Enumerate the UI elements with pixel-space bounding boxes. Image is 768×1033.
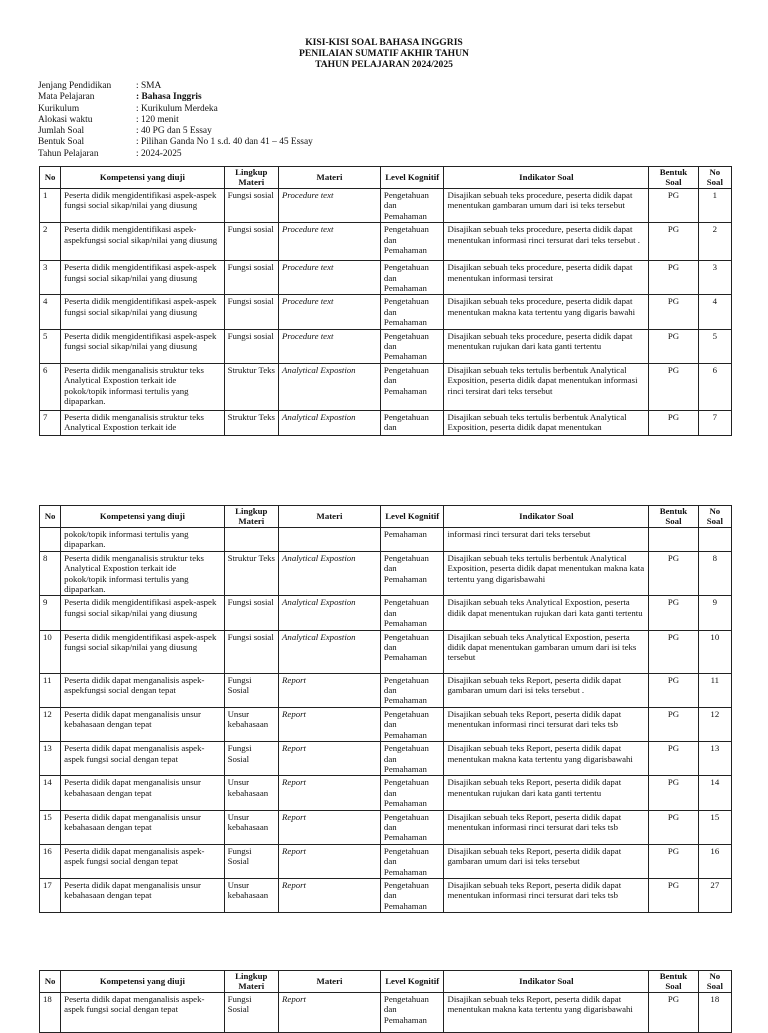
cell-level: Pengetahuan dan Pemahaman bbox=[380, 189, 444, 223]
column-header-bentuk: Bentuk Soal bbox=[649, 506, 698, 528]
cell-kompetensi: Peserta didik dapat menganalisis unsur kebahasaan dengan tepat bbox=[61, 776, 224, 810]
column-header-bentuk: Bentuk Soal bbox=[649, 167, 698, 189]
column-header-lingkup: Lingkup Materi bbox=[224, 971, 278, 993]
cell-no-soal: 13 bbox=[698, 742, 731, 776]
info-value: : Kurikulum Merdeka bbox=[136, 103, 218, 114]
cell-bentuk: PG bbox=[649, 673, 698, 707]
cell-indikator: Disajikan sebuah teks Report, peserta didik dapat menentukan rujukan dari kata ganti tertentu bbox=[444, 776, 649, 810]
column-header-nosoal: No Soal bbox=[698, 167, 731, 189]
column-header-bentuk: Bentuk Soal bbox=[649, 971, 698, 993]
cell-level: Pengetahuan dan Pemahaman bbox=[380, 776, 444, 810]
info-label: Bentuk Soal bbox=[38, 137, 85, 148]
cell-kompetensi: Peserta didik menganalisis struktur teks Analytical Expostion terkait ide bbox=[61, 410, 224, 435]
cell-no-soal: 11 bbox=[698, 673, 731, 707]
table-row bbox=[40, 596, 732, 630]
cell-materi: Report bbox=[279, 776, 381, 810]
cell-lingkup: Struktur Teks bbox=[224, 363, 278, 410]
cell-bentuk: PG bbox=[649, 810, 698, 844]
cell-kompetensi: Peserta didik menganalisis struktur teks Analytical Expostion terkait ide pokok/topik informasi tertulis yang dipaparkan. bbox=[61, 363, 224, 410]
cell-no bbox=[40, 528, 61, 552]
cell-bentuk: PG bbox=[649, 776, 698, 810]
cell-bentuk: PG bbox=[649, 596, 698, 630]
cell-bentuk: PG bbox=[649, 878, 698, 912]
table-row bbox=[40, 528, 732, 552]
cell-no: 17 bbox=[40, 878, 61, 912]
cell-kompetensi: pokok/topik informasi tertulis yang dipaparkan. bbox=[61, 528, 224, 552]
cell-no: 5 bbox=[40, 329, 61, 363]
info-value: : 120 menit bbox=[136, 114, 179, 125]
cell-indikator: Disajikan sebuah teks Report, peserta didik dapat menentukan informasi rinci tersurat dari teks tsb bbox=[444, 707, 649, 741]
cell-bentuk: PG bbox=[649, 223, 698, 261]
cell-lingkup: Fungsi sosial bbox=[224, 295, 278, 329]
cell-level: Pemahaman bbox=[380, 528, 444, 552]
column-header-level: Level Kognitif bbox=[380, 506, 444, 528]
cell-no-soal bbox=[698, 528, 731, 552]
cell-kompetensi: Peserta didik menganalisis struktur teks Analytical Expostion terkait ide pokok/topik informasi tertulis yang dipaparkan. bbox=[61, 551, 224, 596]
cell-kompetensi: Peserta didik dapat menganalisis unsur kebahasaan dengan tepat bbox=[61, 878, 224, 912]
cell-no: 14 bbox=[40, 776, 61, 810]
cell-kompetensi: Peserta didik mengidentifikasi aspek-aspek fungsi social sikap/nilai yang diusung bbox=[61, 261, 224, 295]
cell-bentuk: PG bbox=[649, 329, 698, 363]
title-line-2: PENILAIAN SUMATIF AKHIR TAHUN bbox=[299, 48, 469, 60]
info-label: Tahun Pelajaran bbox=[38, 148, 99, 159]
cell-no: 15 bbox=[40, 810, 61, 844]
column-header-level: Level Kognitif bbox=[380, 971, 444, 993]
cell-level: Pengetahuan dan Pemahaman bbox=[380, 295, 444, 329]
table-row bbox=[40, 742, 732, 776]
info-label: Alokasi waktu bbox=[38, 114, 93, 125]
column-header-indikator: Indikator Soal bbox=[444, 971, 649, 993]
cell-no: 6 bbox=[40, 363, 61, 410]
cell-no-soal: 3 bbox=[698, 261, 731, 295]
cell-bentuk: PG bbox=[649, 707, 698, 741]
cell-materi: Procedure text bbox=[279, 261, 381, 295]
cell-kompetensi: Peserta didik dapat menganalisis aspek-aspek fungsi social dengan tepat bbox=[61, 742, 224, 776]
info-label: Jenjang Pendidikan bbox=[38, 81, 112, 91]
column-header-indikator: Indikator Soal bbox=[444, 167, 649, 189]
cell-no-soal: 16 bbox=[698, 844, 731, 878]
table-row bbox=[40, 673, 732, 707]
cell-no-soal: 2 bbox=[698, 223, 731, 261]
cell-indikator: Disajikan sebuah teks tertulis berbentuk Analytical Exposition, peserta didik dapat menentukan makna kata tertentu yang digarisbawahi bbox=[444, 551, 649, 596]
cell-no-soal: 8 bbox=[698, 551, 731, 596]
column-header-indikator: Indikator Soal bbox=[444, 506, 649, 528]
info-row bbox=[38, 149, 313, 160]
table-row bbox=[40, 329, 732, 363]
cell-indikator: Disajikan sebuah teks Analytical Expostion, peserta didik dapat menentukan gambaran umum dari isi teks tersebut bbox=[444, 630, 649, 673]
document-info bbox=[38, 81, 313, 160]
cell-level: Pengetahuan dan bbox=[380, 410, 444, 435]
column-header-materi: Materi bbox=[279, 167, 381, 189]
cell-bentuk: PG bbox=[649, 630, 698, 673]
info-label: Mata Pelajaran bbox=[38, 92, 95, 103]
cell-bentuk: PG bbox=[649, 295, 698, 329]
cell-no: 8 bbox=[40, 551, 61, 596]
cell-no: 4 bbox=[40, 295, 61, 329]
cell-level: Pengetahuan dan Pemahaman bbox=[380, 844, 444, 878]
cell-materi: Procedure text bbox=[279, 295, 381, 329]
cell-level: Pengetahuan dan Pemahaman bbox=[380, 261, 444, 295]
cell-bentuk bbox=[649, 528, 698, 552]
title-line-3: TAHUN PELAJARAN 2024/2025 bbox=[315, 59, 453, 71]
cell-indikator: Disajikan sebuah teks Report, peserta didik dapat menentukan informasi rinci tersurat dari teks tsb bbox=[444, 810, 649, 844]
table-row bbox=[40, 261, 732, 295]
info-value: : 2024-2025 bbox=[136, 148, 182, 159]
info-value: : Bahasa Inggris bbox=[136, 92, 202, 103]
cell-no-soal: 15 bbox=[698, 810, 731, 844]
cell-no-soal: 10 bbox=[698, 630, 731, 673]
cell-materi: Analytical Expostion bbox=[279, 363, 381, 410]
info-row bbox=[38, 137, 313, 148]
cell-no-soal: 18 bbox=[698, 993, 731, 1033]
cell-indikator: Disajikan sebuah teks Report, peserta didik dapat menentukan makna kata tertentu yang digarisbawahi bbox=[444, 742, 649, 776]
document-title bbox=[0, 37, 768, 71]
cell-lingkup: Fungsi Sosial bbox=[224, 844, 278, 878]
table-row bbox=[40, 844, 732, 878]
cell-kompetensi: Peserta didik mengidentifikasi aspek-aspek fungsi social sikap/nilai yang diusung bbox=[61, 329, 224, 363]
cell-lingkup: Fungsi Sosial bbox=[224, 742, 278, 776]
column-header-no: No bbox=[40, 971, 61, 993]
cell-level: Pengetahuan dan Pemahaman bbox=[380, 630, 444, 673]
cell-level: Pengetahuan dan Pemahaman bbox=[380, 810, 444, 844]
column-header-nosoal: No Soal bbox=[698, 506, 731, 528]
cell-level: Pengetahuan dan Pemahaman bbox=[380, 596, 444, 630]
info-value: : Pilihan Ganda No 1 s.d. 40 dan 41 – 45 Essay bbox=[136, 137, 313, 148]
info-row bbox=[38, 115, 313, 126]
cell-kompetensi: Peserta didik mengidentifikasi aspek-aspek fungsi social sikap/nilai yang diusung bbox=[61, 295, 224, 329]
cell-indikator: Disajikan sebuah teks Analytical Expostion, peserta didik dapat menentukan rujukan dari kata ganti tertentu bbox=[444, 596, 649, 630]
table-row bbox=[40, 878, 732, 912]
cell-materi: Report bbox=[279, 993, 381, 1033]
info-row bbox=[38, 126, 313, 137]
cell-kompetensi: Peserta didik dapat menganalisis aspek-aspek fungsi social dengan tepat bbox=[61, 844, 224, 878]
cell-no-soal: 9 bbox=[698, 596, 731, 630]
cell-indikator: Disajikan sebuah teks procedure, peserta didik dapat menentukan rujukan dari kata ganti tertentu bbox=[444, 329, 649, 363]
cell-lingkup: Struktur Teks bbox=[224, 410, 278, 435]
cell-materi bbox=[279, 528, 381, 552]
cell-level: Pengetahuan dan Pemahaman bbox=[380, 707, 444, 741]
cell-no: 10 bbox=[40, 630, 61, 673]
cell-no: 9 bbox=[40, 596, 61, 630]
cell-no-soal: 27 bbox=[698, 878, 731, 912]
cell-lingkup: Unsur kebahasaan bbox=[224, 810, 278, 844]
cell-level: Pengetahuan dan Pemahaman bbox=[380, 551, 444, 596]
cell-materi: Report bbox=[279, 878, 381, 912]
cell-materi: Analytical Expostion bbox=[279, 551, 381, 596]
column-header-nosoal: No Soal bbox=[698, 971, 731, 993]
cell-level: Pengetahuan dan Pemahaman bbox=[380, 329, 444, 363]
cell-indikator: Disajikan sebuah teks tertulis berbentuk Analytical Exposition, peserta didik dapat menentukan informasi rinci tersirat dari teks tersebut bbox=[444, 363, 649, 410]
cell-no: 18 bbox=[40, 993, 61, 1033]
cell-no-soal: 6 bbox=[698, 363, 731, 410]
cell-indikator: Disajikan sebuah teks Report, peserta didik dapat menentukan informasi rinci tersurat dari teks tsb bbox=[444, 878, 649, 912]
cell-lingkup: Fungsi sosial bbox=[224, 329, 278, 363]
column-header-kompetensi: Kompetensi yang diuji bbox=[61, 971, 224, 993]
cell-no: 3 bbox=[40, 261, 61, 295]
cell-no-soal: 1 bbox=[698, 189, 731, 223]
cell-kompetensi: Peserta didik mengidentifikasi aspek-aspekfungsi social sikap/nilai yang diusung bbox=[61, 223, 224, 261]
cell-materi: Analytical Expostion bbox=[279, 410, 381, 435]
table-row bbox=[40, 993, 732, 1033]
cell-kompetensi: Peserta didik dapat menganalisis unsur kebahasaan dengan tepat bbox=[61, 707, 224, 741]
table-row bbox=[40, 189, 732, 223]
info-value: : SMA bbox=[136, 81, 162, 91]
table-row bbox=[40, 363, 732, 410]
info-label: Jumlah Soal bbox=[38, 126, 85, 137]
cell-kompetensi: Peserta didik mengidentifikasi aspek-aspek fungsi social sikap/nilai yang diusung bbox=[61, 630, 224, 673]
cell-lingkup: Fungsi Sosial bbox=[224, 673, 278, 707]
cell-lingkup bbox=[224, 528, 278, 552]
cell-indikator: informasi rinci tersurat dari teks tersebut bbox=[444, 528, 649, 552]
cell-level: Pengetahuan dan Pemahaman bbox=[380, 742, 444, 776]
table-row bbox=[40, 810, 732, 844]
info-value: : 40 PG dan 5 Essay bbox=[136, 126, 212, 137]
cell-indikator: Disajikan sebuah teks Report, peserta didik dapat gambaran umum dari isi teks tersebut bbox=[444, 844, 649, 878]
cell-bentuk: PG bbox=[649, 410, 698, 435]
cell-indikator: Disajikan sebuah teks procedure, peserta didik dapat menentukan gambaran umum dari isi teks tersebut bbox=[444, 189, 649, 223]
cell-no-soal: 4 bbox=[698, 295, 731, 329]
cell-indikator: Disajikan sebuah teks tertulis berbentuk Analytical Exposition, peserta didik dapat menentukan bbox=[444, 410, 649, 435]
cell-bentuk: PG bbox=[649, 993, 698, 1033]
cell-materi: Report bbox=[279, 707, 381, 741]
table-row bbox=[40, 223, 732, 261]
cell-level: Pengetahuan dan Pemahaman bbox=[380, 363, 444, 410]
cell-lingkup: Unsur kebahasaan bbox=[224, 776, 278, 810]
cell-indikator: Disajikan sebuah teks procedure, peserta didik dapat menentukan makna kata tertentu yang digaris bawahi bbox=[444, 295, 649, 329]
cell-lingkup: Unsur kebahasaan bbox=[224, 878, 278, 912]
cell-lingkup: Fungsi sosial bbox=[224, 630, 278, 673]
column-header-lingkup: Lingkup Materi bbox=[224, 506, 278, 528]
cell-kompetensi: Peserta didik dapat menganalisis aspek-aspekfungsi social dengan tepat bbox=[61, 673, 224, 707]
table-row bbox=[40, 776, 732, 810]
cell-level: Pengetahuan dan Pemahaman bbox=[380, 223, 444, 261]
cell-bentuk: PG bbox=[649, 261, 698, 295]
cell-level: Pengetahuan dan Pemahaman bbox=[380, 673, 444, 707]
info-label: Kurikulum bbox=[38, 103, 80, 114]
column-header-kompetensi: Kompetensi yang diuji bbox=[61, 506, 224, 528]
column-header-materi: Materi bbox=[279, 506, 381, 528]
cell-no: 7 bbox=[40, 410, 61, 435]
cell-no-soal: 14 bbox=[698, 776, 731, 810]
cell-indikator: Disajikan sebuah teks Report, peserta didik dapat menentukan makna kata tertentu yang digarisbawahi bbox=[444, 993, 649, 1033]
cell-lingkup: Fungsi sosial bbox=[224, 596, 278, 630]
table-row bbox=[40, 410, 732, 435]
table-row bbox=[40, 551, 732, 596]
cell-kompetensi: Peserta didik dapat menganalisis aspek-aspek fungsi social dengan tepat bbox=[61, 993, 224, 1033]
cell-level: Pengetahuan dan Pemahaman bbox=[380, 878, 444, 912]
cell-no: 11 bbox=[40, 673, 61, 707]
cell-bentuk: PG bbox=[649, 363, 698, 410]
cell-bentuk: PG bbox=[649, 551, 698, 596]
cell-kompetensi: Peserta didik mengidentifikasi aspek-aspek fungsi social sikap/nilai yang diusung bbox=[61, 189, 224, 223]
column-header-no: No bbox=[40, 506, 61, 528]
table-row bbox=[40, 295, 732, 329]
table-header-row bbox=[40, 167, 732, 189]
cell-lingkup: Fungsi sosial bbox=[224, 189, 278, 223]
grid-table-1 bbox=[39, 166, 732, 436]
cell-materi: Analytical Expostion bbox=[279, 630, 381, 673]
cell-no: 12 bbox=[40, 707, 61, 741]
cell-materi: Report bbox=[279, 844, 381, 878]
cell-no: 2 bbox=[40, 223, 61, 261]
cell-no: 16 bbox=[40, 844, 61, 878]
cell-materi: Procedure text bbox=[279, 189, 381, 223]
table-row bbox=[40, 707, 732, 741]
cell-bentuk: PG bbox=[649, 742, 698, 776]
grid-table-2 bbox=[39, 505, 732, 913]
cell-kompetensi: Peserta didik dapat menganalisis unsur kebahasaan dengan tepat bbox=[61, 810, 224, 844]
cell-indikator: Disajikan sebuah teks procedure, peserta didik dapat menentukan informasi tersirat bbox=[444, 261, 649, 295]
cell-no-soal: 7 bbox=[698, 410, 731, 435]
title-line-1: KISI-KISI SOAL BAHASA INGGRIS bbox=[305, 37, 463, 48]
cell-lingkup: Struktur Teks bbox=[224, 551, 278, 596]
column-header-no: No bbox=[40, 167, 61, 189]
table-header-row bbox=[40, 506, 732, 528]
cell-lingkup: Fungsi Sosial bbox=[224, 993, 278, 1033]
table-row bbox=[40, 630, 732, 673]
cell-no: 13 bbox=[40, 742, 61, 776]
info-row bbox=[38, 81, 313, 92]
cell-bentuk: PG bbox=[649, 189, 698, 223]
cell-materi: Procedure text bbox=[279, 329, 381, 363]
column-header-level: Level Kognitif bbox=[380, 167, 444, 189]
cell-level: Pengetahuan dan Pemahaman bbox=[380, 993, 444, 1033]
cell-materi: Procedure text bbox=[279, 223, 381, 261]
cell-indikator: Disajikan sebuah teks Report, peserta didik dapat gambaran umum dari isi teks tersebut . bbox=[444, 673, 649, 707]
column-header-materi: Materi bbox=[279, 971, 381, 993]
info-row bbox=[38, 104, 313, 115]
cell-materi: Analytical Expostion bbox=[279, 596, 381, 630]
cell-indikator: Disajikan sebuah teks procedure, peserta didik dapat menentukan informasi rinci tersurat dari teks tersebut . bbox=[444, 223, 649, 261]
cell-no-soal: 5 bbox=[698, 329, 731, 363]
cell-kompetensi: Peserta didik mengidentifikasi aspek-aspek fungsi social sikap/nilai yang diusung bbox=[61, 596, 224, 630]
column-header-lingkup: Lingkup Materi bbox=[224, 167, 278, 189]
cell-lingkup: Unsur kebahasaan bbox=[224, 707, 278, 741]
column-header-kompetensi: Kompetensi yang diuji bbox=[61, 167, 224, 189]
cell-materi: Report bbox=[279, 742, 381, 776]
cell-lingkup: Fungsi sosial bbox=[224, 261, 278, 295]
cell-materi: Report bbox=[279, 673, 381, 707]
info-row bbox=[38, 92, 313, 103]
cell-lingkup: Fungsi sosial bbox=[224, 223, 278, 261]
table-header-row bbox=[40, 971, 732, 993]
cell-no-soal: 12 bbox=[698, 707, 731, 741]
cell-materi: Report bbox=[279, 810, 381, 844]
cell-bentuk: PG bbox=[649, 844, 698, 878]
cell-no: 1 bbox=[40, 189, 61, 223]
